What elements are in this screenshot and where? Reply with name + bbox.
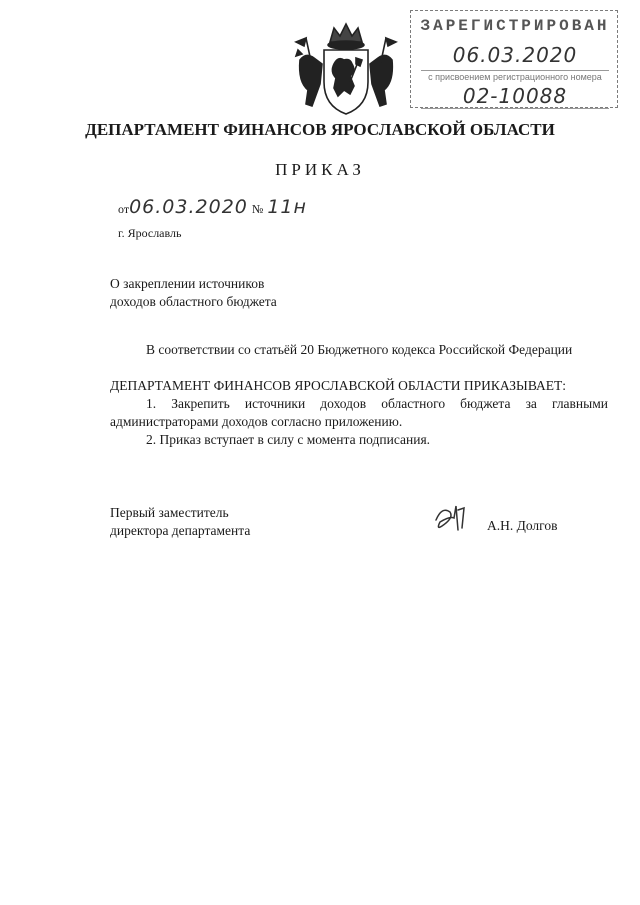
department-title: ДЕПАРТАМЕНТ ФИНАНСОВ ЯРОСЛАВСКОЙ ОБЛАСТИ — [85, 120, 555, 139]
stamp-divider — [421, 108, 609, 109]
stamp-caption: с присвоением регистрационного номера — [428, 72, 602, 82]
stamp-date: 06.03.2020 — [452, 43, 578, 67]
body-paragraph-item-1: 1. Закрепить источники доходов областного бюджета за главными администраторами доходов согласно приложению. — [110, 396, 608, 429]
signer-name: А.Н. Долгов — [487, 518, 558, 533]
body-paragraph-directive: ДЕПАРТАМЕНТ ФИНАНСОВ ЯРОСЛАВСКОЙ ОБЛАСТИ ПРИКАЗЫВАЕТ: — [110, 378, 566, 393]
number-label: № — [251, 202, 264, 216]
stamp-title: ЗАРЕГИСТРИРОВАН — [420, 17, 610, 35]
subject-line-1: О закреплении источников — [110, 276, 265, 291]
coat-of-arms-icon — [292, 20, 400, 120]
order-date-line — [118, 196, 418, 226]
stamp-divider — [421, 70, 609, 71]
order-number: 11н — [267, 196, 307, 218]
registration-stamp — [410, 10, 618, 108]
city: г. Ярославль — [118, 226, 182, 240]
handwritten-signature-icon — [428, 502, 482, 538]
stamp-number: 02-10088 — [462, 84, 568, 108]
order-date: 06.03.2020 — [129, 196, 248, 218]
signer-position-line-1: Первый заместитель — [110, 505, 229, 520]
signer-position-line-2: директора департамента — [110, 523, 251, 538]
body-paragraph-item-2: 2. Приказ вступает в силу с момента подписания. — [146, 432, 431, 447]
document-type: ПРИКАЗ — [275, 160, 365, 179]
from-label: от — [118, 202, 130, 216]
subject-line-2: доходов областного бюджета — [110, 294, 277, 309]
body-paragraph-preamble: В соответствии со статьёй 20 Бюджетного кодекса Российской Федерации — [146, 342, 573, 357]
